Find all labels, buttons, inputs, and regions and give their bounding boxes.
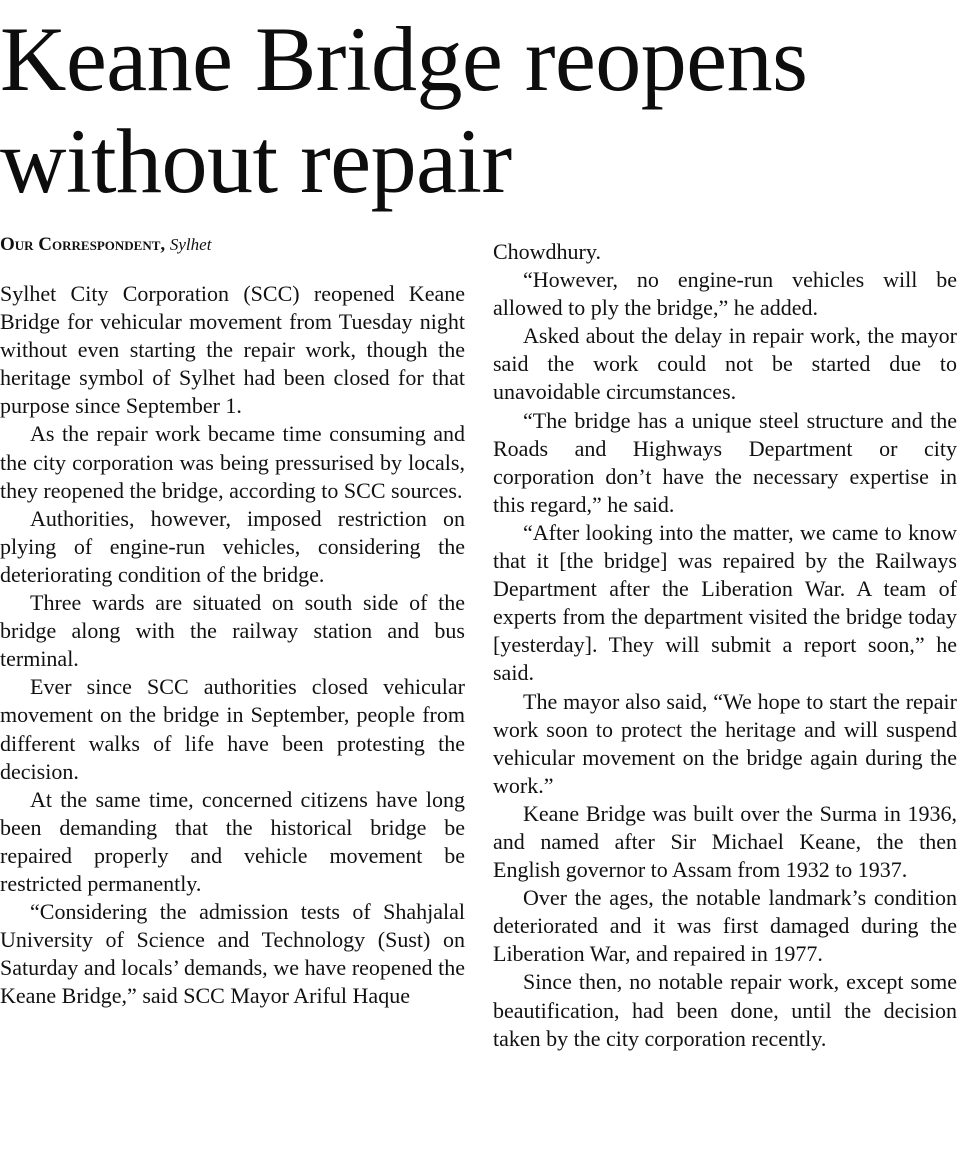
paragraph: At the same time, concerned citizens have long been demanding that the historical bridge be repaired properly and vehicle movement be restricted permanently. <box>0 786 465 896</box>
paragraph: As the repair work became time consuming and the city corporation was being pressurised by locals, they reopened the bridge, according to SCC sources. <box>0 421 465 503</box>
article-column-1 <box>0 280 465 1010</box>
headline-line-1: Keane Bridge reopens <box>0 8 808 110</box>
paragraph: Ever since SCC authorities closed vehicular movement on the bridge in September, people from different walks of life have been protesting the decision. <box>0 674 465 784</box>
paragraph: “After looking into the matter, we came to know that it [the bridge] was repaired by the Railways Department after the Liberation War. A team of experts from the department visited the bridge today [yesterday]. They will submit a report soon,” he said. <box>493 519 957 686</box>
paragraph: Authorities, however, imposed restriction on plying of engine-run vehicles, considering the deteriorating condition of the bridge. <box>0 505 465 587</box>
article-headline <box>0 8 957 212</box>
headline-line-2: without repair <box>0 110 512 212</box>
paragraph: Over the ages, the notable landmark’s condition deteriorated and it was first damaged during the Liberation War, and repaired in 1977. <box>493 885 957 967</box>
paragraph: “Considering the admission tests of Shahjalal University of Science and Technology (Sust) on Saturday and locals’ demands, we have reopened the Keane Bridge,” said SCC Mayor Ariful Haque <box>0 899 465 1009</box>
paragraph: Three wards are situated on south side of the bridge along with the railway station and bus terminal. <box>0 590 465 672</box>
paragraph: Sylhet City Corporation (SCC) reopened Keane Bridge for vehicular movement from Tuesday night without even starting the repair work, though the heritage symbol of Sylhet had been closed for that purpose since September 1. <box>0 281 465 419</box>
article-column-2 <box>493 238 957 1053</box>
paragraph: “The bridge has a unique steel structure and the Roads and Highways Department or city corporation don’t have the necessary expertise in this regard,” he said. <box>493 407 957 517</box>
paragraph-continuation: Chowdhury. <box>493 239 601 264</box>
paragraph: Asked about the delay in repair work, the mayor said the work could not be started due to unavoidable circumstances. <box>493 323 957 405</box>
paragraph: The mayor also said, “We hope to start the repair work soon to protect the heritage and will suspend vehicular movement on the bridge again during the work.” <box>493 688 957 798</box>
paragraph: Since then, no notable repair work, except some beautification, had been done, until the decision taken by the city corporation recently. <box>493 969 957 1051</box>
paragraph: Keane Bridge was built over the Surma in 1936, and named after Sir Michael Keane, the then English governor to Assam from 1932 to 1937. <box>493 800 957 883</box>
byline-place: Sylhet <box>169 235 212 254</box>
byline-author: Our Correspondent, <box>0 234 166 255</box>
byline <box>0 232 211 258</box>
paragraph: “However, no engine-run vehicles will be allowed to ply the bridge,” he added. <box>493 267 957 321</box>
